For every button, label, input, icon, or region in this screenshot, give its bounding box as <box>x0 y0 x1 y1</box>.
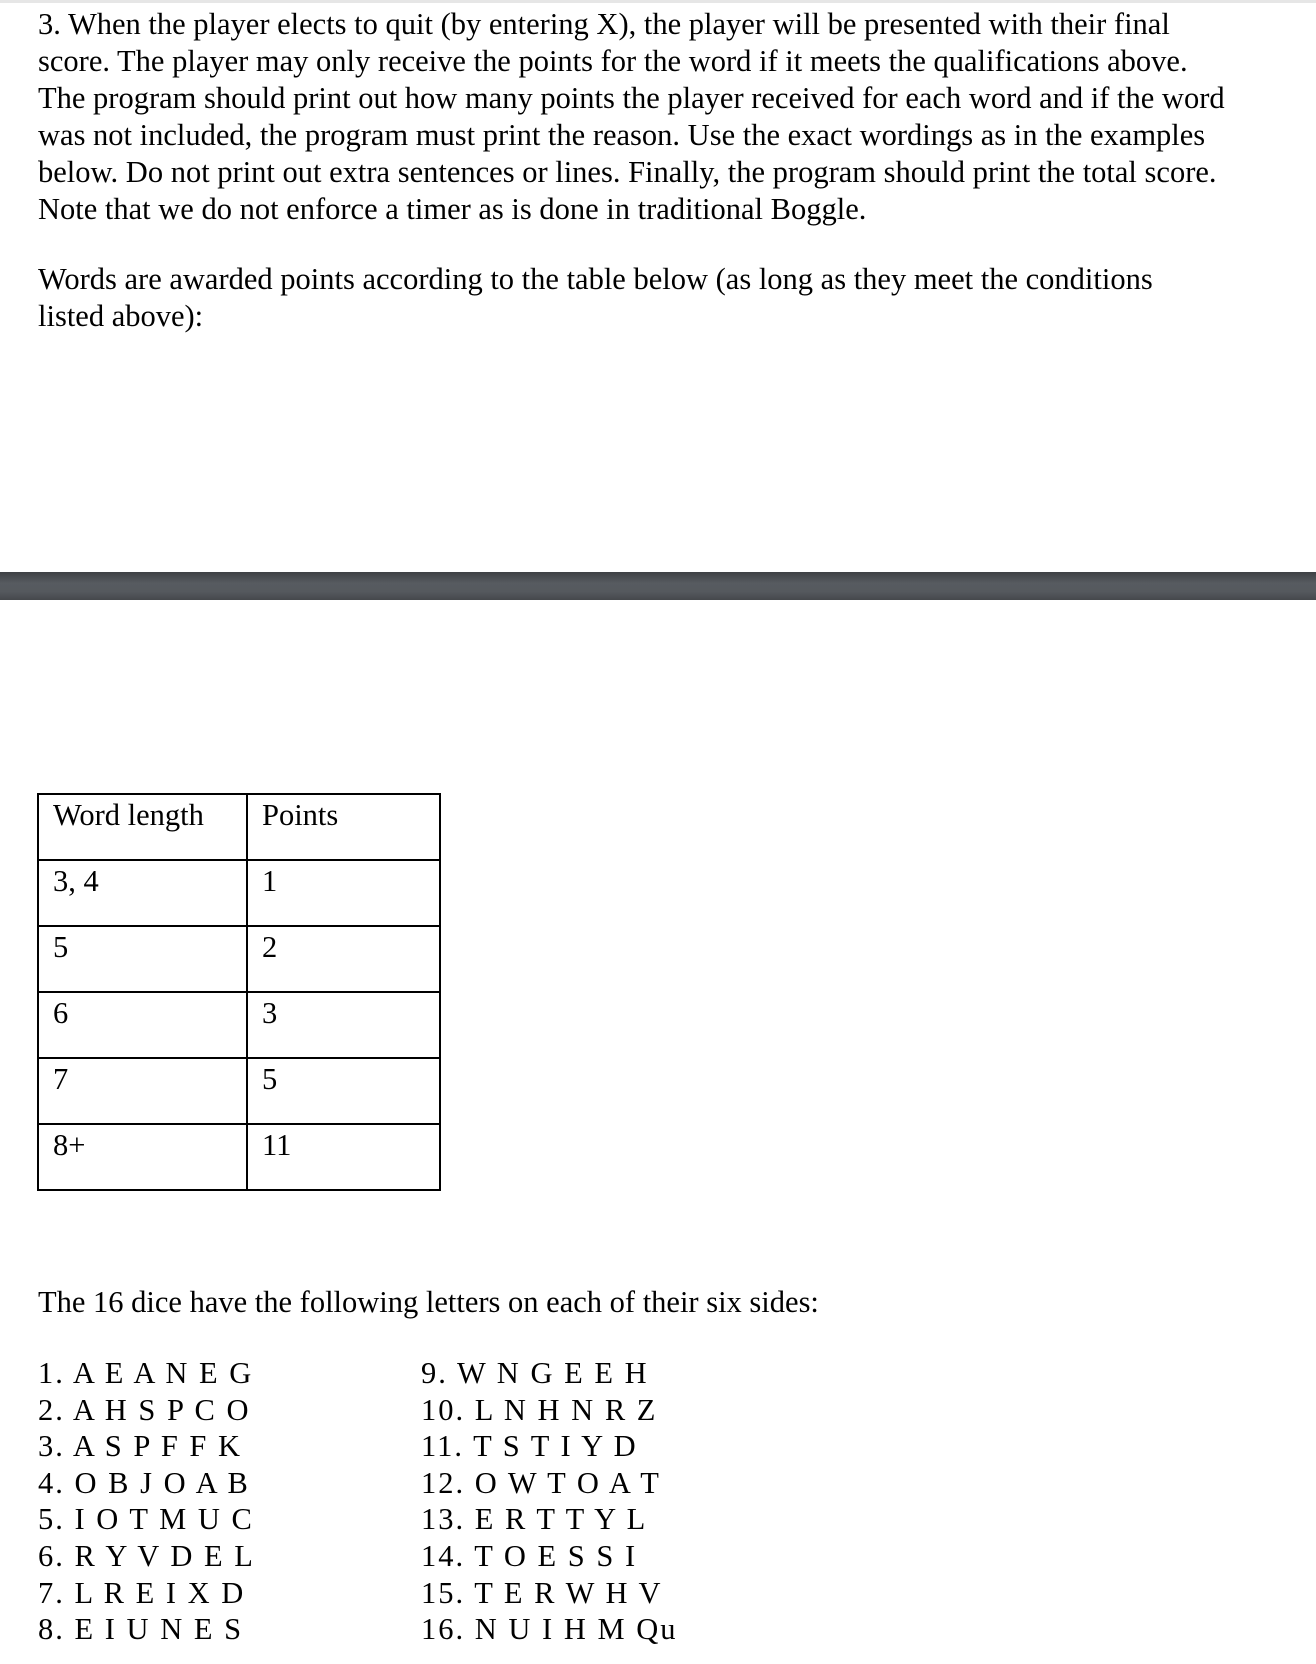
quit-rules-paragraph <box>38 6 1298 228</box>
paragraph-line: 3. When the player elects to quit (by entering X), the player will be presented with their final <box>38 7 1170 41</box>
paragraph-line: The program should print out how many points the player received for each word and if the word <box>38 81 1225 115</box>
die-item: 9. W N G E E H <box>421 1356 649 1390</box>
points-table <box>37 793 441 1191</box>
word-length-cell: 7 <box>38 1058 247 1124</box>
word-length-cell: 3, 4 <box>38 860 247 926</box>
die-item: 8. E I U N E S <box>38 1612 244 1647</box>
table-header-row <box>38 794 440 860</box>
table-row <box>38 1058 440 1124</box>
die-item: 1. A E A N E G <box>38 1356 254 1390</box>
points-cell: 2 <box>247 926 440 992</box>
die-item: 7. L R E I X D <box>38 1575 246 1610</box>
points-cell: 5 <box>247 1058 440 1124</box>
die-item: 15. T E R W H V <box>421 1575 663 1610</box>
die-item: 2. A H S P C O <box>38 1392 251 1427</box>
header-word-length: Word length <box>38 794 247 860</box>
die-item: 13. E R T T Y L <box>421 1502 648 1537</box>
paragraph-line: below. Do not print out extra sentences or lines. Finally, the program should print the total score. <box>38 155 1217 189</box>
paragraph-line: Words are awarded points according to the table below (as long as they meet the conditions <box>38 262 1153 296</box>
paragraph-line: was not included, the program must print the reason. Use the exact wordings as in the examples <box>38 118 1206 152</box>
die-item: 5. I O T M U C <box>38 1502 254 1537</box>
die-item: 6. R Y V D E L <box>38 1538 255 1573</box>
die-item: 14. T O E S S I <box>421 1538 638 1573</box>
word-length-cell: 6 <box>38 992 247 1058</box>
die-item: 4. O B J O A B <box>38 1465 250 1500</box>
paragraph-line: listed above): <box>38 299 204 333</box>
dice-intro-text: The 16 dice have the following letters on each of their six sides: <box>38 1285 819 1319</box>
die-item: 3. A S P F F K <box>38 1429 243 1464</box>
paragraph-line: Note that we do not enforce a timer as is done in traditional Boggle. <box>38 192 867 226</box>
dice-list-left <box>38 1355 255 1648</box>
dice-list-right <box>421 1355 678 1648</box>
die-item: 16. N U I H M Qu <box>421 1612 678 1647</box>
points-cell: 3 <box>247 992 440 1058</box>
points-cell: 11 <box>247 1124 440 1190</box>
table-row <box>38 1124 440 1190</box>
table-row <box>38 926 440 992</box>
points-intro-paragraph <box>38 261 1298 335</box>
paragraph-line: score. The player may only receive the points for the word if it meets the qualifications above. <box>38 44 1188 78</box>
table-row <box>38 992 440 1058</box>
points-cell: 1 <box>247 860 440 926</box>
word-length-cell: 8+ <box>38 1124 247 1190</box>
top-divider <box>0 0 1316 3</box>
die-item: 11. T S T I Y D <box>421 1429 638 1464</box>
header-points: Points <box>247 794 440 860</box>
table-row <box>38 860 440 926</box>
word-length-cell: 5 <box>38 926 247 992</box>
page-break-bar <box>0 572 1316 600</box>
die-item: 10. L N H N R Z <box>421 1392 658 1427</box>
die-item: 12. O W T O A T <box>421 1465 661 1500</box>
